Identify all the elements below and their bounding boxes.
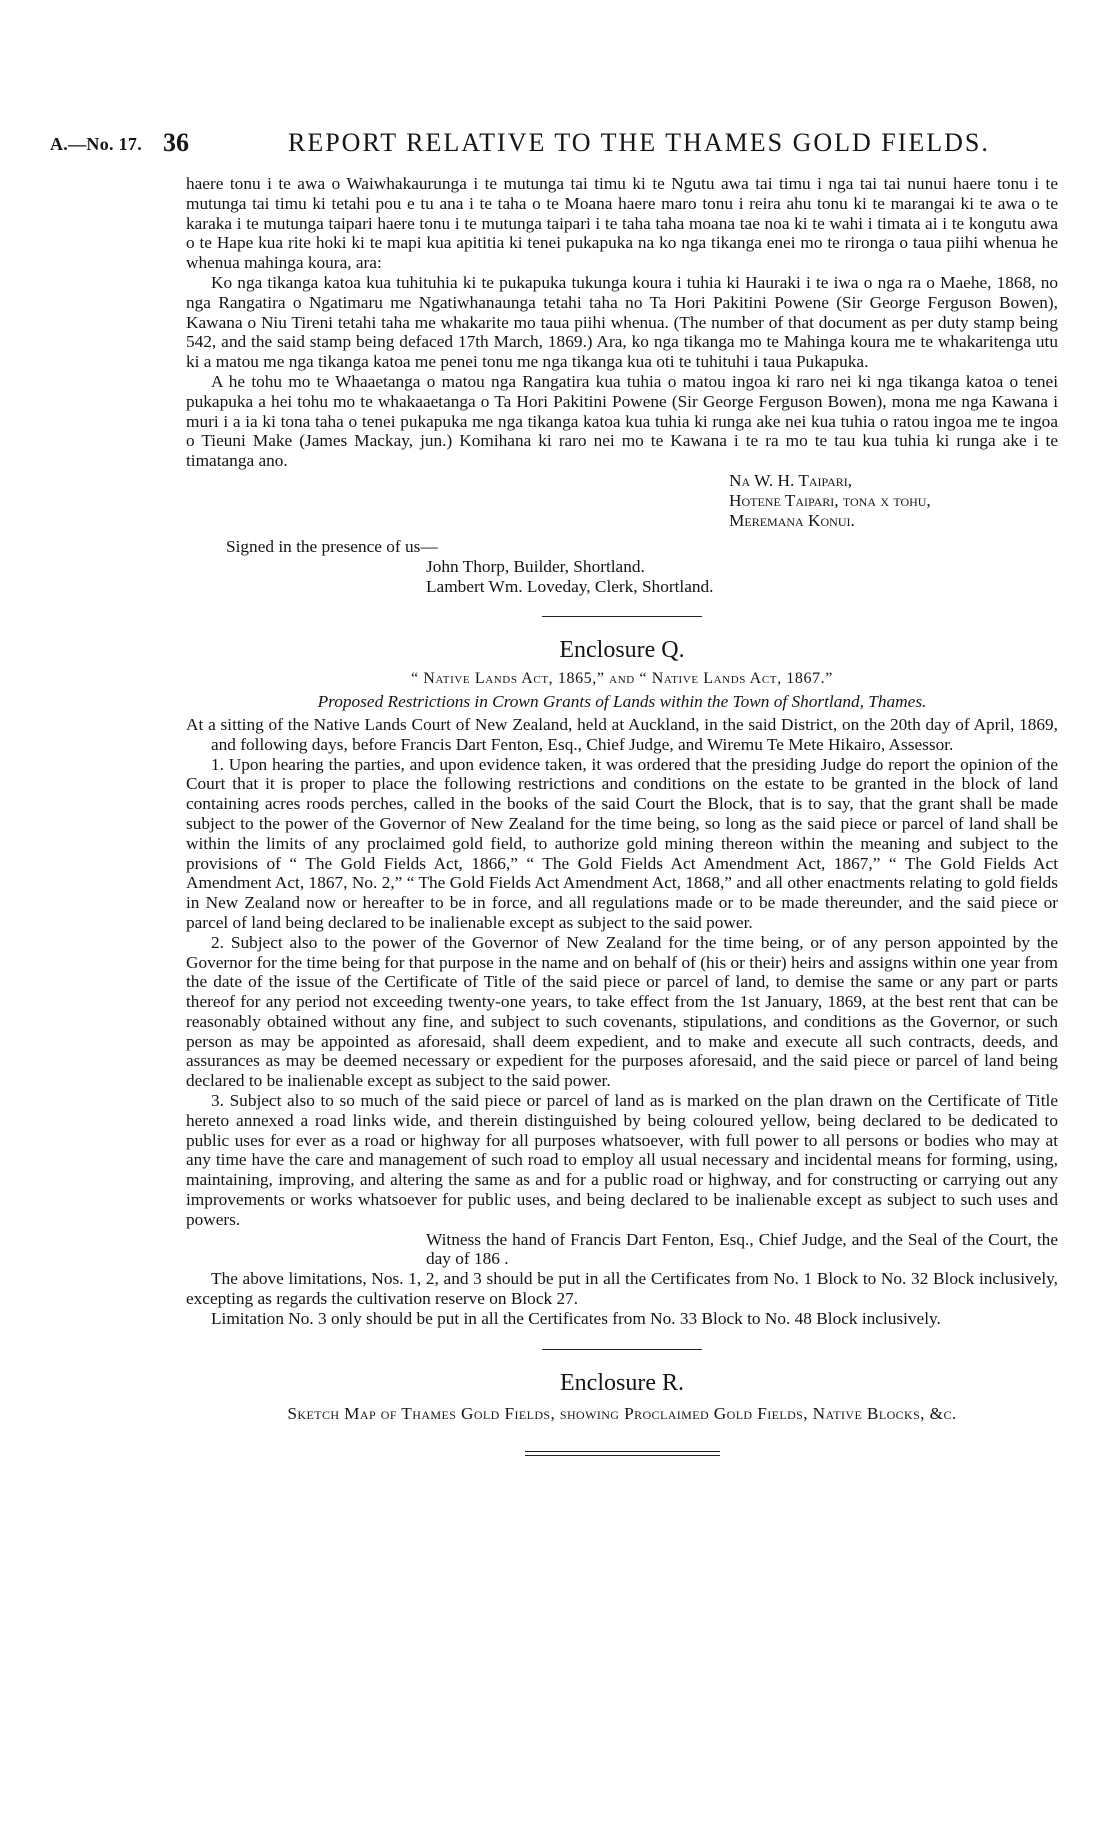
witness-name: John Thorp, Builder, Shortland. (426, 556, 645, 576)
enclosure-q-subtitle: Proposed Restrictions in Crown Grants of Lands within the Town of Shortland, Thames. (317, 692, 927, 712)
page-title: REPORT RELATIVE TO THE THAMES GOLD FIELDS. (288, 128, 990, 157)
signatory: Meremana Konui. (729, 510, 855, 530)
signed-in-presence-label: Signed in the presence of us— (226, 536, 438, 556)
clause-1: 1. Upon hearing the parties, and upon evidence taken, it was ordered that the presiding Judge do report the opinion of the Court that it is proper to place the following restrictions and conditions on the estate to be granted in the block of land containing acres roods perches, called in the books of the said Court the Block, that is to say, that the grant shall be made subject to the power of the Governor of New Zealand for the time being, so long as the said piece or parcel of land shall be within the limits of any proclaimed gold field, to authorize gold mining thereon within the meaning and subject to the provisions of “ The Gold Fields Act, 1866,” “ The Gold Fields Act Amendment Act, 1867,” “ The Gold Fields Act Amendment Act, 1867, No. 2,” “ The Gold Fields Act Amendment Act, 1868,” and all other enactments relating to gold fields in New Zealand now or hereafter to be in force, and all regulations made or to be made thereunder, and the said piece or parcel of land being declared to be inalienable except as subject to the said power. (186, 754, 1058, 932)
intro-paragraph: haere tonu i te awa o Waiwhakaurunga i te mutunga tai timu ki te Ngutu awa tai timu i nga tai tai nunui haere tonu i te mutunga tai timu ki tetahi pou e tu ana i te taha o te Moana haere maro tonu i reira ahu tonu ki te marangai ki te awa o te karaka i te mutunga taipari haere tonu i te mutunga taipari i te taha taha moana tae noa ki te wahi i timata ai i te kongutu awa o te Hape kua rite hoki ki te mapi kua apititia ki tenei pukapuka na ko nga tikanga enei mo te rironga o taua piihi whenua he whenua mahinga koura, ara: (186, 174, 1058, 273)
enclosure-q-heading: Enclosure Q. (559, 637, 685, 664)
acts-line: “ Native Lands Act, 1865,” and “ Native Lands Act, 1867.” (411, 670, 833, 688)
clause-3: 3. Subject also to so much of the said piece or parcel of land as is marked on the plan drawn on the Certificate of Title hereto annexed a road links wide, and therein distinguished by being coloured yellow, being declared to be dedicated to public uses for ever as a road or highway for all purposes whatsoever, with full power to all persons or bodies who may at any time have the care and management of such road to employ all usual necessary and incidental means for forming, using, maintaining, improving, and altering the same as and for a public road or highway, and for constructing or carrying out any improvements or works whatsoever for public uses, and being declared to be inalienable except as subject to such uses and powers. (186, 1091, 1058, 1229)
end-rule (525, 1455, 720, 1456)
sketch-map-caption: Sketch Map of Thames Gold Fields, showing Proclaimed Gold Fields, Native Blocks, &c. (287, 1403, 957, 1423)
witness-name: Lambert Wm. Loveday, Clerk, Shortland. (426, 576, 714, 596)
main-content (186, 174, 1058, 1456)
court-sitting-paragraph: At a sitting of the Native Lands Court of New Zealand, held at Auckland, in the said District, on the 20th day of April, 1869, and following days, before Francis Dart Fenton, Esq., Chief Judge, and Wiremu Te Mete Hikairo, Assessor. (186, 714, 1058, 754)
limitations-paragraph: The above limitations, Nos. 1, 2, and 3 should be put in all the Certificates from No. 1 Block to No. 32 Block inclusively, excepting as regards the cultivation reserve on Block 27. (186, 1269, 1058, 1309)
page-number: 36 (163, 128, 189, 157)
witness-clause: Witness the hand of Francis Dart Fenton, Esq., Chief Judge, and the Seal of the Court, the day of 186 . (426, 1229, 1058, 1269)
section-divider (542, 616, 702, 617)
clause-2: 2. Subject also to the power of the Governor of New Zealand for the time being, or of any person appointed by the Governor for the time being for that purpose in the name and on behalf of (his or their) heirs and assigns within one year from the date of the issue of the Certificate of Title of the said piece or parcel of land, to demise the same or any part or parts thereof for any period not exceeding twenty-one years, to take effect from the 1st January, 1869, at the best rent that can be reasonably obtained without any fine, and subject to such covenants, stipulations, and conditions as the Governor, or such person as may be appointed as aforesaid, shall deem expedient, and to make and execute all such contracts, deeds, and assurances as may be deemed necessary or expedient for the purposes aforesaid, and the said piece or parcel of land being declared to be inalienable except as subject to the said power. (186, 932, 1058, 1091)
enclosure-r-heading: Enclosure R. (560, 1369, 684, 1396)
intro-paragraph: A he tohu mo te Whaaetanga o matou nga Rangatira kua tuhia o matou ingoa ki raro nei ki nga tikanga katoa o tenei pukapuka a hei tohu mo te whakaaetanga o Ta Hori Pakitini Powene (Sir George Ferguson Bowen), mona me nga Kawana i muri i a ia ki tona taha o tenei pukapuka me nga tikanga katoa kua tuhia ki runga ake nei kua tuhia o ratou ingoa me te ingoa o Tieuni Make (James Mackay, jun.) Komihana ki raro nei mo te Kawana i te ra mo te tau kua tuhia ki runga ake i te timatanga ano. (186, 371, 1058, 471)
page-header (50, 124, 1060, 160)
signatory: Hotene Taipari, tona x tohu, (729, 490, 931, 510)
signatory: Na W. H. Taipari, (729, 470, 853, 490)
section-divider (542, 1349, 702, 1350)
signatories (729, 471, 1058, 531)
intro-paragraph: Ko nga tikanga katoa kua tuhituhia ki te pukapuka tukunga koura i tuhia ki Hauraki i te iwa o nga ra o Maehe, 1868, no nga Rangatira o Ngatimaru me Ngatiwhanaunga tetahi taha no Ta Hori Pakitini Powene (Sir George Ferguson Bowen), Kawana o Niu Tireni tetahi taha me whakarite mo taua piihi whenua. (The number of that document as per duty stamp being 542, and the said stamp being defaced 17th March, 1869.) Ara, ko nga tikanga mo te Mahinga koura me te whakaritenga utu ki a matou me nga tikanga katoa me penei tonu me nga tikanga kua oti te tuhituhi i taua Pukapuka. (186, 272, 1058, 372)
limitation-3-paragraph: Limitation No. 3 only should be put in all the Certificates from No. 33 Block to No. 48 Block inclusively. (211, 1308, 941, 1328)
document-reference: A.—No. 17. (50, 134, 142, 154)
end-rule (525, 1451, 720, 1452)
